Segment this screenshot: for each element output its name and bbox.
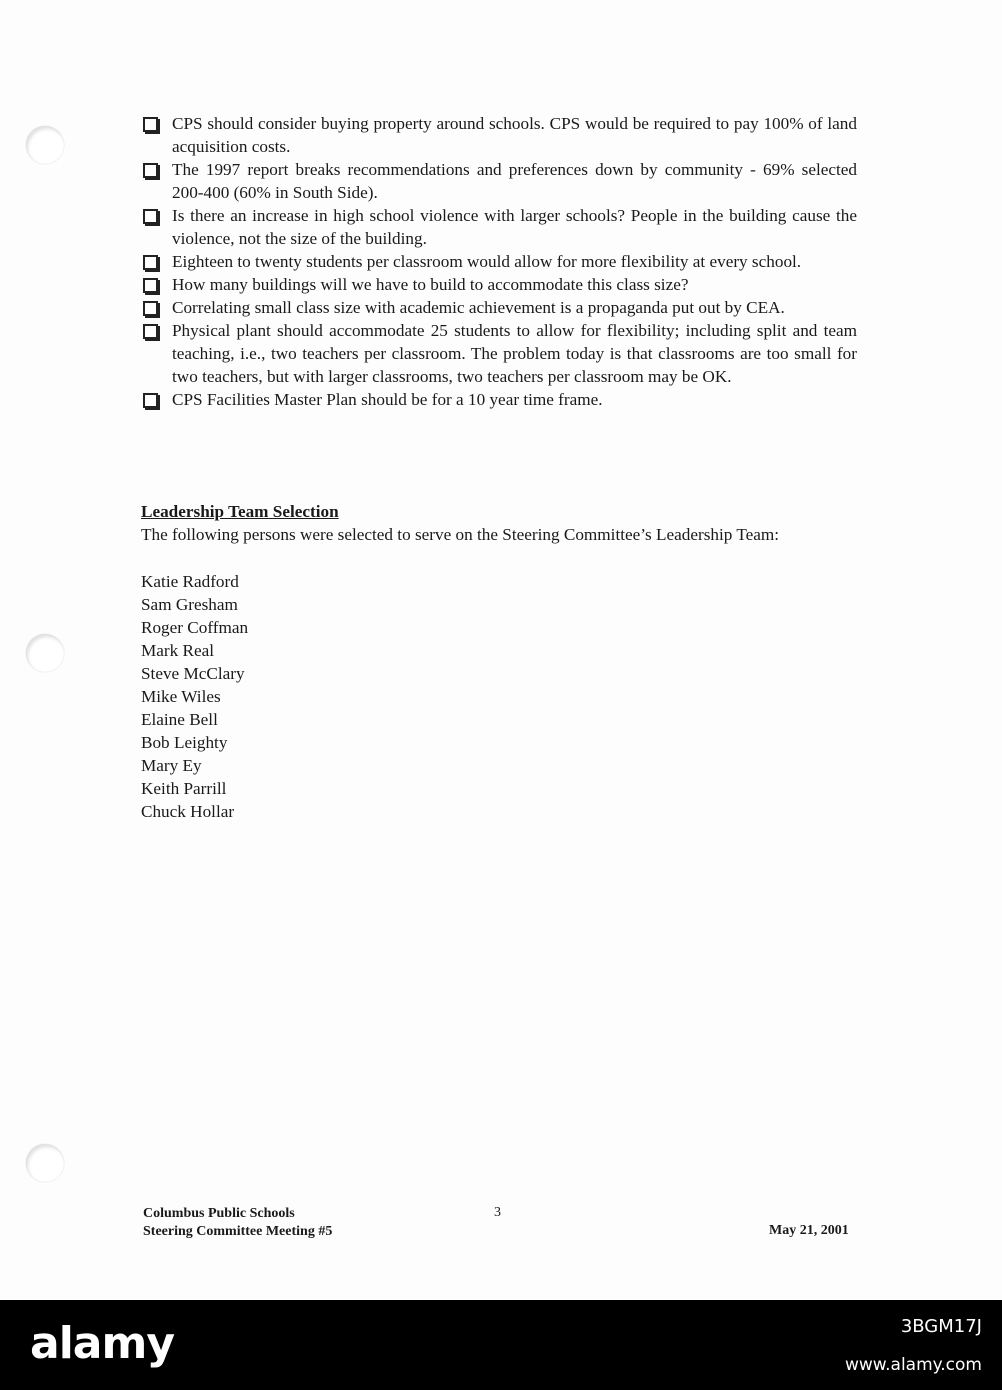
team-member-name: Steve McClary bbox=[141, 664, 245, 683]
team-member-name: Mary Ey bbox=[141, 756, 202, 775]
section-intro: The following persons were selected to serve on the Steering Committee’s Leadership Team: bbox=[141, 525, 780, 544]
team-member-name: Chuck Hollar bbox=[141, 802, 235, 821]
checkbox-bullet-icon bbox=[143, 117, 158, 132]
team-member-name: Bob Leighty bbox=[141, 733, 228, 752]
list-item: CPS should consider buying property around schools. CPS would be required to pay 100% of land acquisition costs. bbox=[141, 112, 857, 158]
list-item: Eighteen to twenty students per classroom would allow for more flexibility at every school. bbox=[141, 250, 857, 273]
team-member-name: Mike Wiles bbox=[141, 687, 221, 706]
watermark-bar bbox=[0, 1300, 1002, 1390]
watermark-site: www.alamy.com bbox=[844, 1355, 982, 1375]
section-heading: Leadership Team Selection bbox=[141, 502, 339, 521]
checkbox-bullet-icon bbox=[143, 278, 158, 293]
footer-date: May 21, 2001 bbox=[769, 1223, 849, 1238]
checkbox-bullet-icon bbox=[143, 324, 158, 339]
list-item: Physical plant should accommodate 25 students to allow for flexibility; including split and team teaching, i.e., two teachers per classroom. The problem today is that classrooms are too small for two teachers, but with larger classrooms, two teachers per classroom may be OK. bbox=[141, 319, 857, 388]
checkbox-bullet-icon bbox=[143, 301, 158, 316]
team-member-name: Roger Coffman bbox=[141, 618, 249, 637]
checkbox-bullet-icon bbox=[143, 255, 158, 270]
list-item: Correlating small class size with academic achievement is a propaganda put out by CEA. bbox=[141, 296, 857, 319]
bullet-list bbox=[141, 112, 857, 411]
punch-hole bbox=[26, 126, 64, 164]
leadership-section bbox=[141, 500, 857, 546]
list-item: How many buildings will we have to build to accommodate this class size? bbox=[141, 273, 857, 296]
footer-meeting: Steering Committee Meeting #5 bbox=[143, 1224, 333, 1239]
team-member-name: Mark Real bbox=[141, 641, 215, 660]
team-member-name: Elaine Bell bbox=[141, 710, 218, 729]
team-member-name: Sam Gresham bbox=[141, 595, 238, 614]
team-member-name: Katie Radford bbox=[141, 572, 239, 591]
list-item: The 1997 report breaks recommendations and preferences down by community - 69% selected 200-400 (60% in South Side). bbox=[141, 158, 857, 204]
leadership-team-list bbox=[141, 570, 248, 823]
watermark-logo: alamy bbox=[30, 1318, 174, 1369]
checkbox-bullet-icon bbox=[143, 393, 158, 408]
team-member-name: Keith Parrill bbox=[141, 779, 227, 798]
list-item: CPS Facilities Master Plan should be for a 10 year time frame. bbox=[141, 388, 857, 411]
punch-hole bbox=[26, 1144, 64, 1182]
list-item: Is there an increase in high school violence with larger schools? People in the building cause the violence, not the size of the building. bbox=[141, 204, 857, 250]
footer-org-block bbox=[143, 1205, 332, 1241]
punch-hole bbox=[26, 634, 64, 672]
watermark-image-id: 3BGM17J bbox=[900, 1316, 982, 1337]
page-number: 3 bbox=[494, 1205, 501, 1220]
checkbox-bullet-icon bbox=[143, 163, 158, 178]
checkbox-bullet-icon bbox=[143, 209, 158, 224]
footer-org: Columbus Public Schools bbox=[143, 1206, 295, 1221]
